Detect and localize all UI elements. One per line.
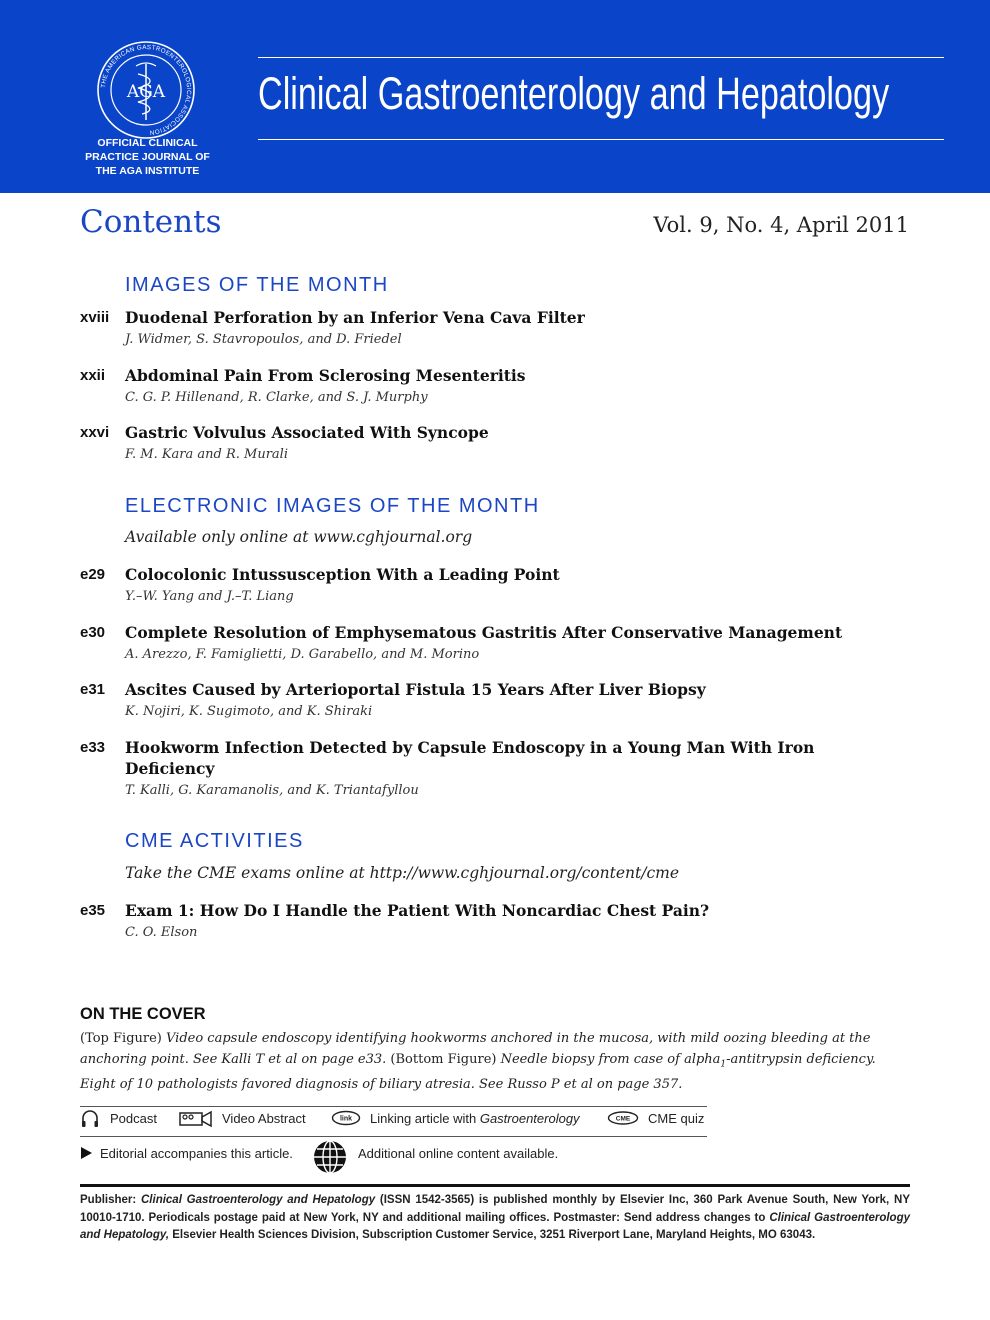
legend-linking-journal: Gastroenterology — [479, 1111, 580, 1126]
article-title[interactable]: Ascites Caused by Arterioportal Fistula 15 Years After Liver Biopsy — [125, 680, 706, 699]
cover-bottom-text-a: Needle biopsy from case of alpha — [500, 1051, 721, 1067]
cover-bottom-text-b: -antitrypsin deficiency. Eight of 10 pathologists favored diagnosis of biliary atresia. See Russo P et al on page 357. — [80, 1051, 876, 1092]
page-number: xxii — [80, 367, 106, 384]
header-banner — [0, 0, 990, 193]
publisher-statement — [80, 1192, 910, 1245]
publisher-journal: Clinical Gastroenterology and Hepatology — [141, 1194, 376, 1206]
aga-seal-logo — [96, 40, 196, 140]
article-title[interactable]: Colocolonic Intussusception With a Leading Point — [125, 565, 560, 584]
article-title[interactable]: Hookworm Infection Detected by Capsule Endoscopy in a Young Man With Iron Deficiency — [125, 738, 815, 778]
logo-caption-line: OFFICIAL CLINICAL — [97, 137, 198, 149]
legend-online-label: Additional online content available. — [358, 1146, 559, 1161]
article-authors: F. M. Kara and R. Murali — [125, 447, 288, 462]
legend-podcast-label: Podcast — [110, 1111, 157, 1126]
page-number: e33 — [80, 739, 106, 756]
journal-title: Clinical Gastroenterology and Hepatology — [258, 68, 890, 119]
publisher-text-1: (ISSN 1542-3565) is published monthly by Elsevier Inc, 360 Park Avenue South, New York, NY 10010-1710. Periodicals postage paid at New York, NY and additional mailing offices. Postmaster: Send address changes to — [80, 1194, 910, 1224]
article-authors: C. O. Elson — [125, 925, 198, 940]
article-authors: A. Arezzo, F. Famiglietti, D. Garabello, and M. Morino — [125, 647, 480, 662]
editorial-arrow-icon — [80, 1146, 93, 1160]
publisher-label: Publisher: — [80, 1194, 141, 1206]
article-title[interactable]: Complete Resolution of Emphysematous Gastritis After Conservative Management — [125, 623, 843, 642]
page-number: e35 — [80, 902, 106, 919]
svg-text:THE AMERICAN GASTROENTEROLOGIC: THE AMERICAN GASTROENTEROLOGICAL ASSOCIATION — [100, 43, 193, 136]
article-authors: C. G. P. Hillenand, R. Clarke, and S. J. Murphy — [125, 390, 428, 405]
logo-caption-line: THE AGA INSTITUTE — [95, 165, 200, 177]
cover-description — [80, 1029, 910, 1095]
page-number: e29 — [80, 566, 106, 583]
article-authors: K. Nojiri, K. Sugimoto, and K. Shiraki — [125, 704, 373, 719]
cover-top-label: (Top Figure) — [80, 1031, 162, 1046]
page-number: e30 — [80, 624, 106, 641]
page-number: xviii — [80, 309, 110, 326]
article-title[interactable]: Abdominal Pain From Sclerosing Mesenteritis — [125, 366, 526, 385]
section-note-cme[interactable]: Take the CME exams online at http://www.cghjournal.org/content/cme — [125, 864, 680, 882]
svg-text:link: link — [339, 1115, 353, 1123]
article-title[interactable]: Exam 1: How Do I Handle the Patient With Noncardiac Chest Pain? — [125, 901, 710, 920]
cover-bottom-sub: 1 — [720, 1059, 727, 1070]
podcast-icon — [80, 1109, 100, 1129]
section-heading-images: IMAGES OF THE MONTH — [125, 274, 389, 296]
cover-bottom-label: (Bottom Figure) — [390, 1051, 497, 1067]
svg-text:CME: CME — [615, 1115, 631, 1123]
globe-icon — [312, 1139, 348, 1175]
title-rule-bottom — [258, 139, 944, 140]
publisher-text-2: Elsevier Health Sciences Division, Subscription Customer Service, 3251 Riverport Lane, Maryland Heights, MO 63043. — [169, 1229, 816, 1241]
logo-caption-line: PRACTICE JOURNAL OF — [85, 151, 210, 163]
article-title[interactable]: Gastric Volvulus Associated With Syncope — [125, 423, 489, 442]
contents-title: Contents — [80, 204, 222, 240]
article-authors: Y.–W. Yang and J.–T. Liang — [125, 589, 294, 604]
article-authors: T. Kalli, G. Karamanolis, and K. Triantafyllou — [125, 783, 419, 798]
cover-top-text: Video capsule endoscopy identifying hookworms anchored in the mucosa, with mild oozing bleeding at the anchoring point. See Kalli T et al on page e33. — [80, 1031, 871, 1067]
article-title[interactable]: Duodenal Perforation by an Inferior Vena Cava Filter — [125, 308, 585, 327]
section-heading-eimages: ELECTRONIC IMAGES OF THE MONTH — [125, 495, 540, 517]
link-icon — [331, 1110, 361, 1126]
svg-text:AGA: AGA — [126, 82, 166, 102]
legend-linking-prefix: Linking article with — [370, 1111, 480, 1126]
logo-caption — [70, 136, 225, 178]
issue-info: Vol. 9, No. 4, April 2011 — [653, 213, 909, 237]
legend-editorial-label: Editorial accompanies this article. — [100, 1146, 293, 1161]
legend-linking-label — [370, 1110, 580, 1128]
article-authors: J. Widmer, S. Stavropoulos, and D. Friedel — [125, 332, 402, 347]
legend-cme-label: CME quiz — [648, 1111, 705, 1126]
page-number: xxvi — [80, 424, 110, 441]
publisher-rule — [80, 1184, 910, 1187]
cme-quiz-icon — [607, 1110, 639, 1126]
legend-rule-top — [80, 1106, 707, 1107]
section-note-online[interactable]: Available only online at www.cghjournal.org — [125, 528, 473, 546]
video-camera-icon — [179, 1110, 213, 1128]
legend-video-label: Video Abstract — [222, 1111, 306, 1126]
publisher-journal-2: Clinical Gastroenterology and Hepatology, — [80, 1211, 910, 1241]
cover-heading: ON THE COVER — [80, 1005, 206, 1023]
page-number: e31 — [80, 681, 106, 698]
section-heading-cme: CME ACTIVITIES — [125, 830, 304, 852]
legend-rule-mid — [80, 1136, 707, 1137]
